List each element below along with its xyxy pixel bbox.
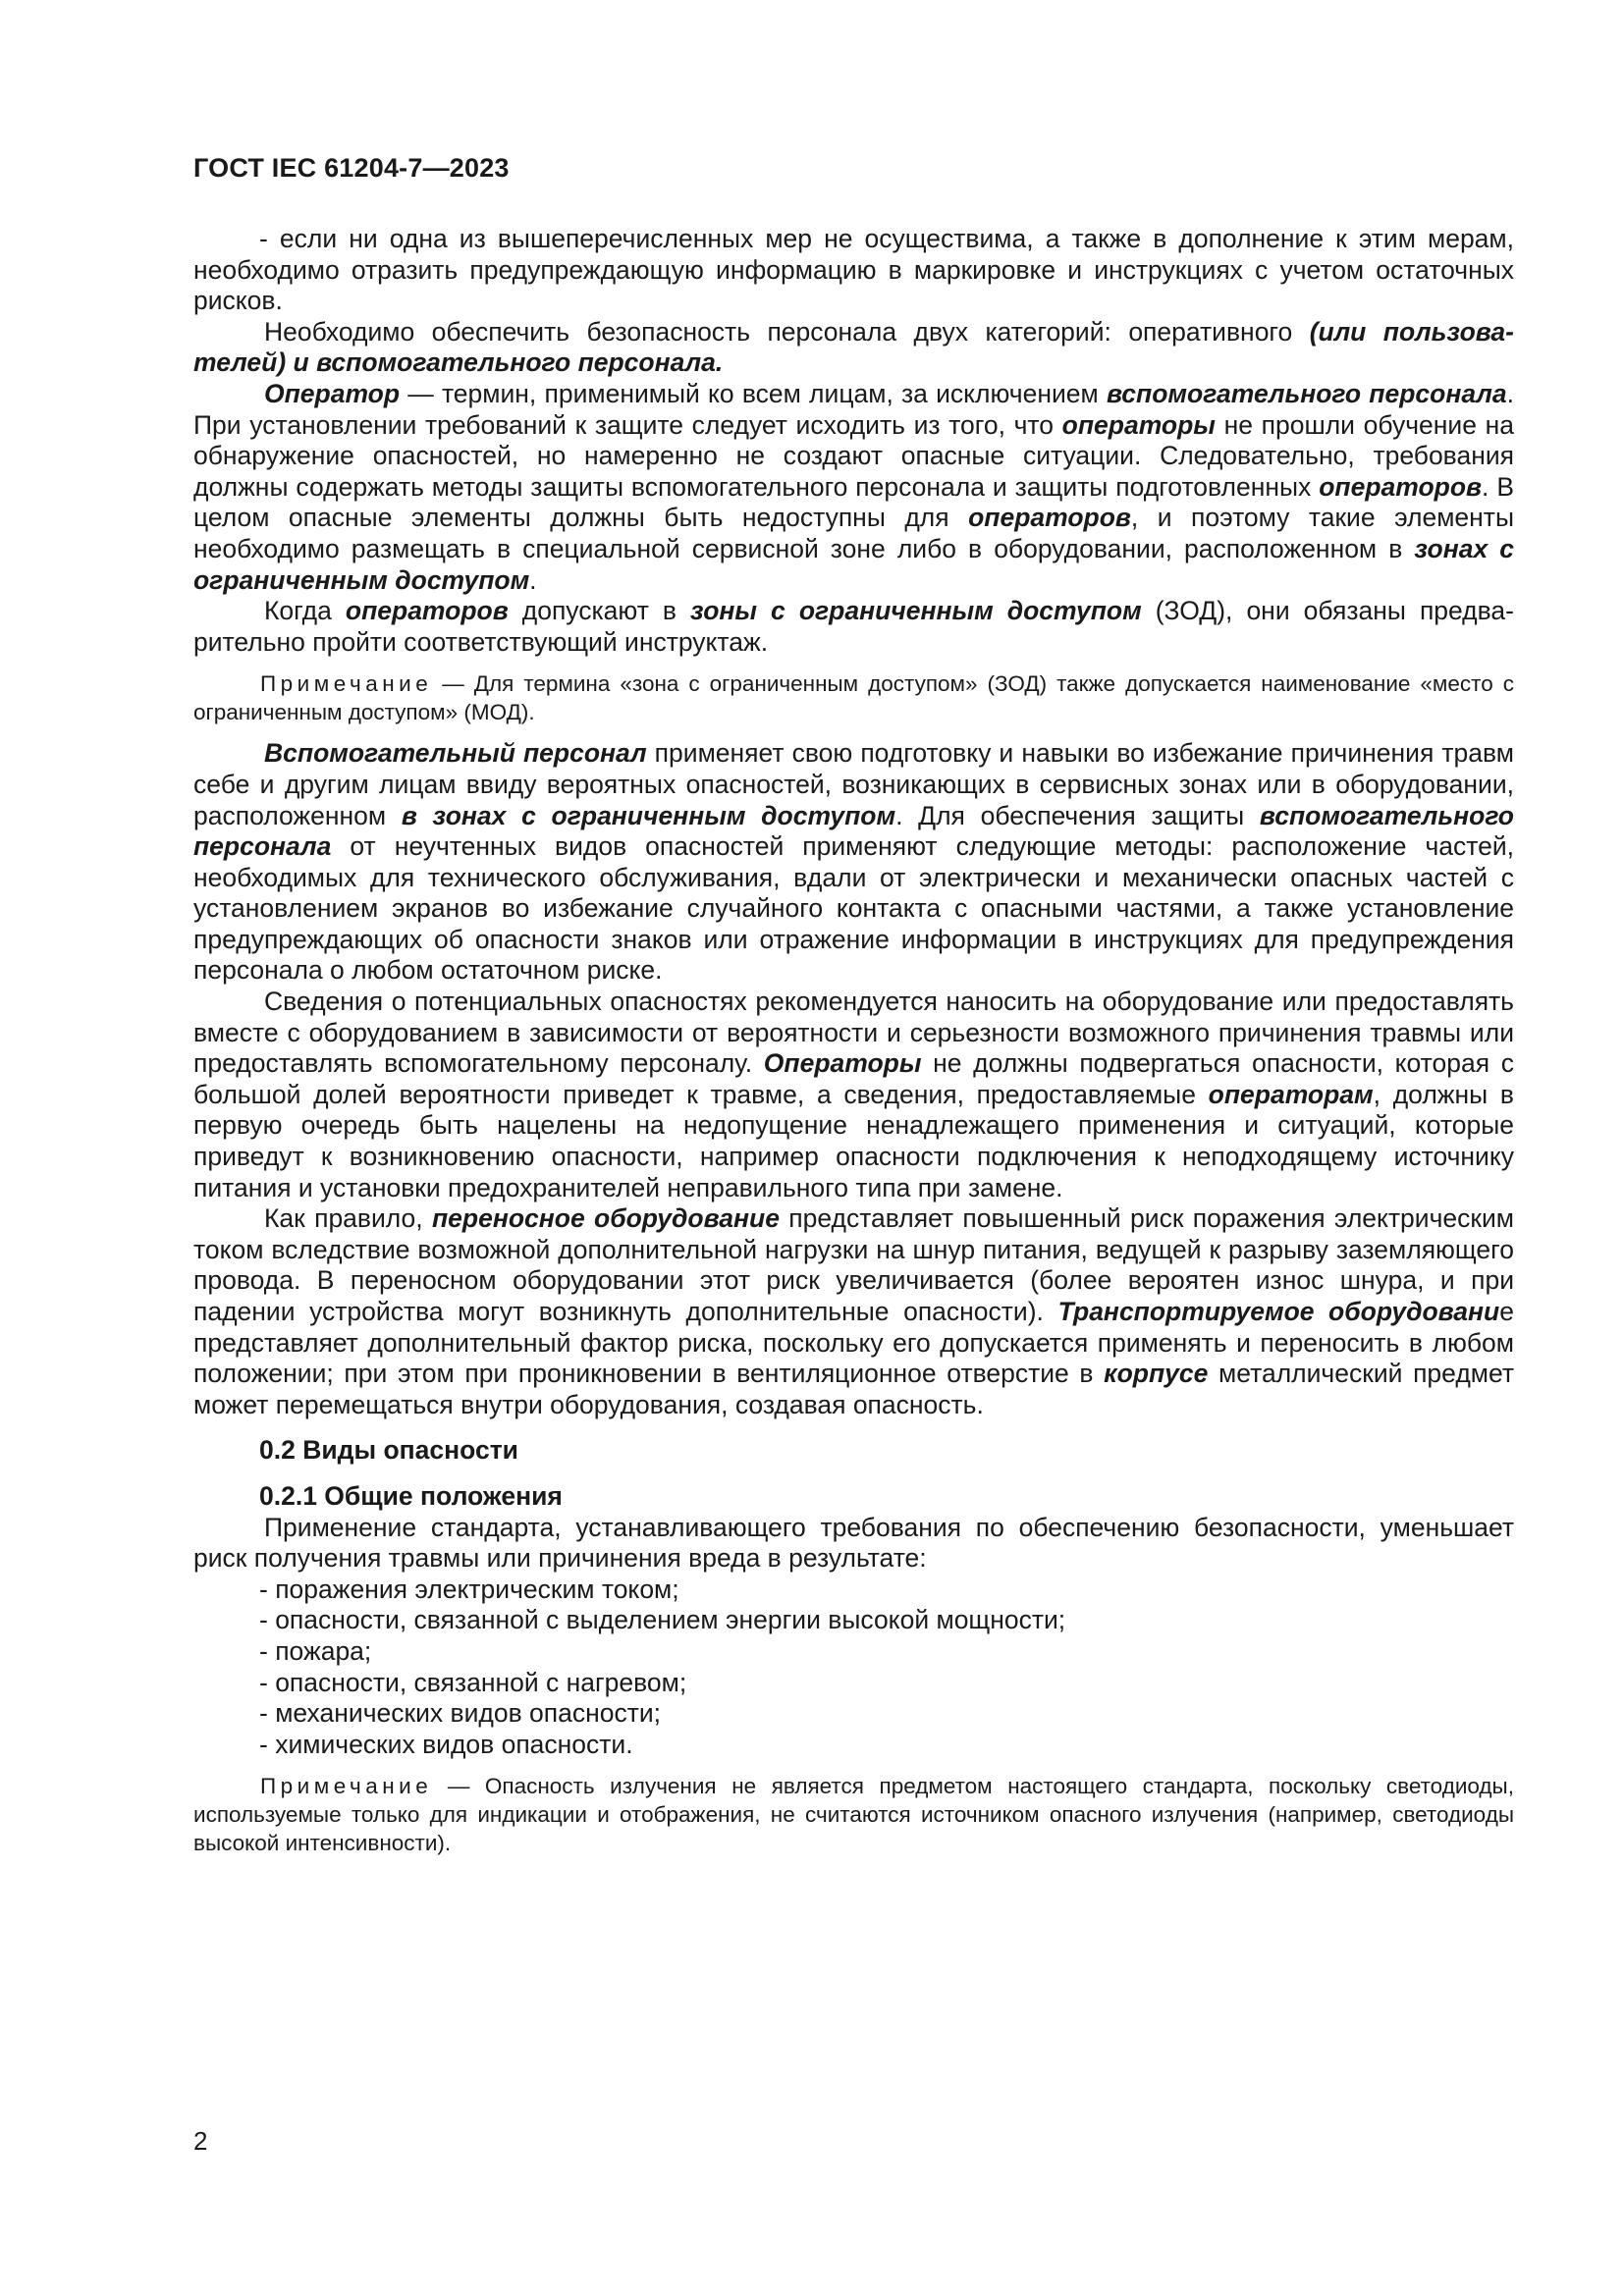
list-item-text: опасности, связанной с нагревом; (275, 1667, 687, 1697)
paragraph-portable-equipment (193, 1203, 1514, 1420)
list-item: - пожара; (259, 1635, 372, 1666)
text-run: не прошли обучение на обнаружение опасностей, но намеренно не создают опасные ситуации. Следовательно, требования должны содержать методы защиты вспомогательного персонала и защиты подготовленных (193, 409, 1514, 502)
paragraph-service-personnel (193, 738, 1514, 987)
list-item: - поражения электрическим током; (259, 1574, 679, 1604)
text-run: Необходимо обеспечить безопасность персонала двух категорий: оперативного (264, 316, 1310, 347)
term-run: переносное оборудование (431, 1203, 780, 1234)
text-run: . Для обеспечения защиты (895, 800, 1260, 830)
term-run: Вспомогательный персонал (264, 738, 647, 769)
note-text: — Опасность излучения не является предметом настоящего стандарта, поскольку светодиоды, используемые только для индикации и отображения, не считаются источником опасного излучения (например, светодиоды высокой интенсивности). (193, 1774, 1514, 1856)
term-run: операторам (1208, 1079, 1374, 1109)
term-run: операторы (1061, 409, 1216, 440)
list-item: - опасности, связанной с нагревом; (259, 1667, 687, 1697)
term-run: операторов (968, 503, 1131, 533)
list-item-text: пожара; (275, 1635, 372, 1666)
note-radiation (193, 1772, 1514, 1857)
term-run: корпусе (1104, 1359, 1209, 1389)
list-item: - механических видов опасности; (259, 1698, 662, 1729)
term-run: операторов (1319, 471, 1483, 502)
text-run: . (529, 564, 537, 595)
note-text: — Для термина «зона с ограниченным доступом» (ЗОД) также допускается наименование «место с ограниченным доступом» (МОД). (193, 671, 1514, 725)
text-run: не должны подвергаться опасности, которая с большой долей вероятности приведет к травме, а сведения, предоставляемые (193, 1048, 1514, 1109)
list-item: - химических видов опасности. (259, 1729, 633, 1759)
term-run: вспомогательного персонала (1106, 378, 1507, 408)
document-header: ГОСТ IEC 61204-7—2023 (193, 153, 510, 183)
term-run: операторов (345, 596, 509, 626)
subsection-heading: 0.2.1 Общие положения (259, 1480, 563, 1511)
text-run: от неучтенных видов опасностей применяют следующие методы: расположение частей, необходимых для технического обслуживания, вдали от электрически и механически опасных частей с установлением экранов во избежание случайного контакта с опасными частями, а также установление предупреждающих об опасности знаков или отражение информации в инструкциях для предупреждения персонала о любом остаточном риске. (193, 831, 1514, 986)
paragraph-text: если ни одна из вышеперечисленных мер не осуществима, а также в дополнение к этим мерам, необходимо отразить предупреждающую информацию в маркировке и инструкциях с учетом остаточных рисков. (193, 224, 1515, 316)
text-run: — термин, применимый ко всем лицам, за исключением (400, 378, 1107, 408)
term-run: Операторы (763, 1048, 922, 1079)
text-run: применяет свою подготовку и навыки во избежание причинения травм себе и другим лицам ввиду вероятных опасностей, возникающих в сервисных зонах или в оборудовании, расположенном (193, 738, 1515, 830)
text-run: металлический предмет может перемещаться внутри оборудования, создавая опасность. (193, 1359, 1514, 1419)
paragraph-standard-application: Применение стандарта, устанавливающего требования по обеспечению безопасности, уменьшает риск получения травмы или причинения вреда в результате: (193, 1512, 1514, 1574)
list-item-text: механических видов опасности; (275, 1698, 662, 1729)
term-run: зонах с ограниченным доступом (193, 533, 1514, 595)
text-run: , должны в первую очередь быть нацелены на недопущение ненадлежащего применения и ситуаций, которые приведут к возникновению опасности, например опасности подключения к неподходящему источнику питания и установки предохранителей неправильного типа при замене. (193, 1079, 1515, 1202)
term-run: Оператор (264, 378, 401, 408)
term-run: Транспортируемое оборудовани (1057, 1297, 1500, 1326)
paragraph-personnel-categories (193, 317, 1514, 379)
text-run: Когда (264, 596, 346, 626)
paragraph-operator-definition (193, 379, 1514, 596)
paragraph-restricted-zone-access (193, 596, 1514, 658)
section-heading: 0.2 Виды опасности (259, 1435, 518, 1466)
paragraph-hazard-information (193, 987, 1514, 1203)
text-run: . При установлении требований к защите следует исходить из того, что (193, 378, 1514, 440)
list-item-text: поражения электрическим током; (275, 1574, 679, 1604)
text-run: (ЗОД), они обязаны предварительно пройти соответствующий инструктаж. (193, 596, 1514, 657)
text-run: допускают в (508, 596, 691, 626)
term-run: зоны с ограниченным доступом (690, 596, 1142, 626)
document-body (193, 224, 1514, 1869)
list-item: - опасности, связанной с выделением энергии высокой мощности; (259, 1605, 1066, 1635)
note-restricted-zone (193, 669, 1514, 726)
text-run: представляет повышенный риск поражения электрическим током вследствие возможной дополнительной нагрузки на шнур питания, ведущей к разрыву заземляющего провода. В переносном оборудовании этот риск увеличивается (более вероятен износ шнура, и при падении устройства могут возникнуть дополнительные опасности). (193, 1203, 1514, 1326)
list-item-text: химических видов опасности. (275, 1729, 633, 1759)
note-label: Примечание (260, 671, 433, 697)
note-label: Примечание (260, 1774, 433, 1799)
text-run: Сведения о потенциальных опасностях рекомендуется наносить на оборудование или предоставлять вместе с оборудованием в зависимости от вероятности и серьезности возможного причинения травмы или предоставлять вспомогательному персоналу. (193, 987, 1514, 1079)
text-run: , и поэтому такие элементы необходимо размещать в специальной сервисной зоне либо в оборудовании, расположенном в (193, 503, 1514, 563)
text-run: Как правило, (264, 1203, 432, 1234)
paragraph-dash-item: - если ни одна из вышеперечисленных мер не осуществима, а также в дополнение к этим мерам, необходимо отразить предупреждающую информацию в маркировке и инструкциях с учетом остаточных рисков. (193, 224, 1515, 316)
text-run: . В целом опасные элементы должны быть недоступны для (193, 471, 1514, 533)
term-run: вспомогательного персонала (193, 800, 1514, 862)
page-number: 2 (193, 2126, 208, 2156)
text-run: е представляет дополнительный фактор риска, поскольку его допускается применять и переносить в любом положении; при этом при проникновении в вентиляционное отверстие в (193, 1297, 1514, 1389)
list-item-text: опасности, связанной с выделением энергии высокой мощности; (275, 1605, 1066, 1635)
term-run: (или пользователей) и вспомогательного персонала. (193, 316, 1514, 378)
term-run: в зонах с ограниченным доступом (401, 800, 896, 830)
